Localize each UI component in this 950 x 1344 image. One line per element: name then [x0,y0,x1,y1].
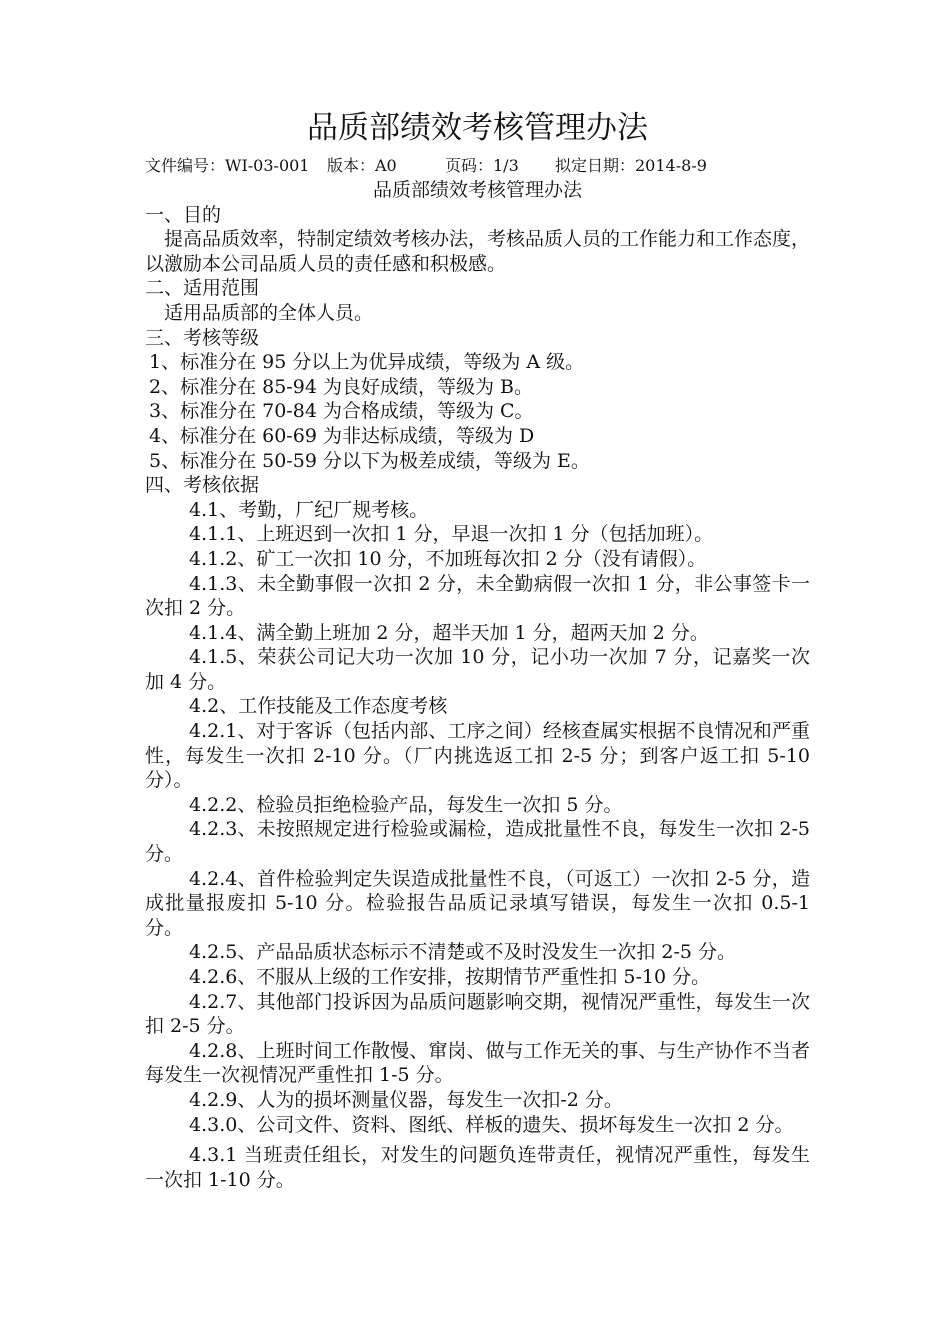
basis-item: 4.1.2、矿工一次扣 10 分，不加班每次扣 2 分（没有请假）。 [189,547,707,570]
basis-item: 4.1、考勤，厂纪厂规考核。 [189,498,429,521]
basis-item: 4.2.1、对于客诉（包括内部、工序之间）经核查属实根据不良情况和严重性，每发生一次扣 2-10 分。（厂内挑选返工扣 2-5 分；到客户返工扣 5-10 分）。 [145,720,810,792]
basis-item: 4.2.3、未按照规定进行检验或漏检，造成批量性不良，每发生一次扣 2-5 分。 [145,818,810,866]
document-body [145,178,810,1192]
grade-item: 5、标准分在 50-59 分以下为极差成绩，等级为 E。 [149,449,590,472]
basis-item: 4.3.0、公司文件、资料、图纸、样板的遗失、损坏每发生一次扣 2 分。 [189,1113,794,1136]
page-number: 页码：1/3 [445,156,519,175]
basis-item: 4.1.5、荣获公司记大功一次加 10 分，记小功一次加 7 分，记嘉奖一次加 4 分。 [145,646,810,693]
basis-item: 4.2、工作技能及工作态度考核 [189,695,448,718]
document-subtitle: 品质部绩效考核管理办法 [372,179,582,201]
basis-item: 4.3.1 当班责任组长，对发生的问题负连带责任，视情况严重性，每发生一次扣 1-10 分。 [145,1144,810,1191]
basis-item: 4.2.9、人为的损坏测量仪器，每发生一次扣-2 分。 [189,1088,623,1111]
basis-item: 4.1.3、未全勤事假一次扣 2 分，未全勤病假一次扣 1 分，非公事签卡一次扣 2 分。 [145,572,810,620]
document-title: 品质部绩效考核管理办法 [307,110,648,146]
section-heading-grade: 三、考核等级 [145,326,260,349]
basis-item: 4.1.4、满全勤上班加 2 分，超半天加 1 分，超两天加 2 分。 [189,621,709,644]
basis-item: 4.2.4、首件检验判定失误造成批量性不良，（可返工）一次扣 2-5 分，造成批量报废扣 5-10 分。检验报告品质记录填写错误，每发生一次扣 0.5-1 分。 [145,867,810,939]
basis-item: 4.2.2、检验员拒绝检验产品，每发生一次扣 5 分。 [189,793,623,816]
grade-item: 3、标准分在 70-84 为合格成绩，等级为 C。 [149,400,534,423]
draft-date: 拟定日期：2014-8-9 [555,156,707,175]
grade-item: 2、标准分在 85-94 为良好成绩，等级为 B。 [149,375,533,398]
grade-item: 4、标准分在 60-69 为非达标成绩，等级为 D [149,424,535,447]
basis-item: 4.2.7、其他部门投诉因为品质问题影响交期，视情况严重性，每发生一次扣 2-5 分。 [145,990,810,1038]
document-meta [145,154,810,178]
grade-item: 1、标准分在 95 分以上为优异成绩，等级为 A 级。 [149,351,585,374]
file-number: 文件编号：WI-03-001 [145,156,310,175]
section-heading-basis: 四、考核依据 [145,474,260,497]
section-heading-purpose: 一、目的 [145,203,222,226]
basis-item: 4.2.5、产品品质状态标示不清楚或不及时没发生一次扣 2-5 分。 [189,941,737,964]
basis-item: 4.1.1、上班迟到一次扣 1 分，早退一次扣 1 分（包括加班）。 [189,523,714,546]
section-heading-scope: 二、适用范围 [145,277,260,300]
version: 版本：A0 [327,156,397,175]
basis-item: 4.2.6、不服从上级的工作安排，按期情节严重性扣 5-10 分。 [189,966,711,988]
basis-item: 4.2.8、上班时间工作散慢、窜岗、做与工作无关的事、与生产协作不当者每发生一次视情况严重性扣 1-5 分。 [145,1039,810,1087]
purpose-paragraph: 提高品质效率，特制定绩效考核办法，考核品质人员的工作能力和工作态度，以激励本公司品质人员的责任感和积极感。 [145,228,811,275]
scope-paragraph: 适用品质部的全体人员。 [164,301,374,324]
